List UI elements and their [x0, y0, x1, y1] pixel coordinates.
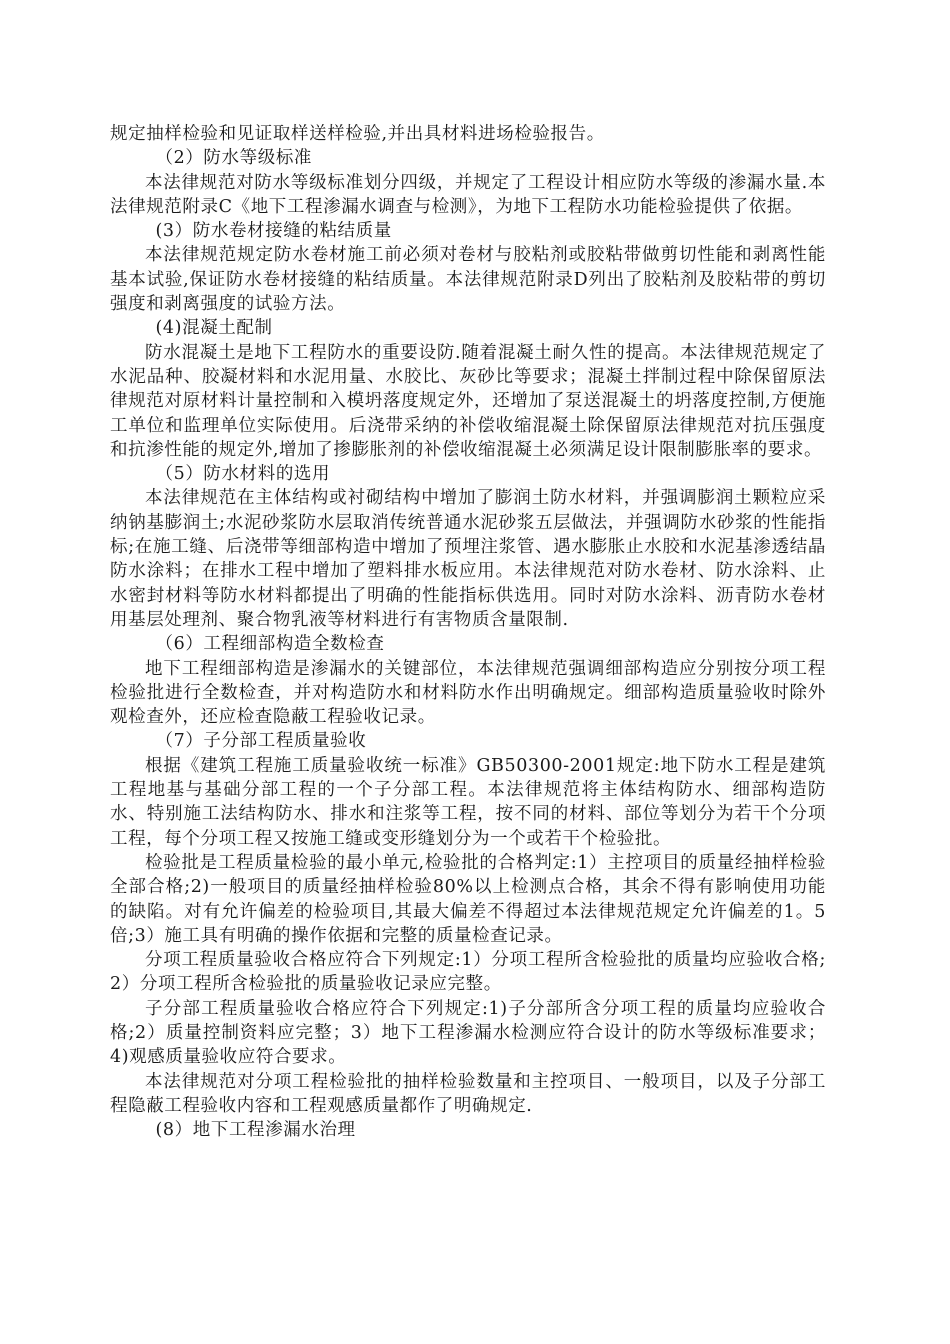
paragraph-continuation: 规定抽样检验和见证取样送样检验,并出具材料进场检验报告。 — [110, 124, 605, 144]
paragraph: 本法律规范对分项工程检验批的抽样检验数量和主控项目、一般项目，以及子分部工程隐蔽工程验收内容和工程观感质量都作了明确规定. — [110, 1071, 826, 1116]
paragraph: 本法律规范规定防水卷材施工前必须对卷材与胶粘剂或胶粘带做剪切性能和剥离性能基本试验,保证防水卷材接缝的粘结质量。本法律规范附录D列出了胶粘剂及胶粘带的剪切强度和剥离强度的试验方法。 — [110, 245, 826, 315]
section-heading-3: (3）防水卷材接缝的粘结质量 — [155, 221, 392, 242]
section-heading-7: （7）子分部工程质量验收 — [155, 731, 367, 752]
section-heading-4: (4)混凝土配制 — [155, 318, 273, 339]
section-heading-6: （6）工程细部构造全数检查 — [155, 634, 385, 655]
paragraph: 分项工程质量验收合格应符合下列规定:1）分项工程所含检验批的质量均应验收合格;2）分项工程所含检验批的质量验收记录应完整。 — [110, 950, 826, 995]
paragraph: 地下工程细部构造是渗漏水的关键部位，本法律规范强调细部构造应分别按分项工程检验批进行全数检查，并对构造防水和材料防水作出明确规定。细部构造质量验收时除外观检查外，还应检查隐蔽工程验收记录。 — [110, 658, 826, 728]
paragraph: 根据《建筑工程施工质量验收统一标准》GB50300-2001规定:地下防水工程是建筑工程地基与基础分部工程的一个子分部工程。本法律规范将主体结构防水、细部构造防水、特别施工法结构防水、排水和注浆等工程，按不同的材料、部位等划分为若干个分项工程，每个分项工程又按施工缝或变形缝划分为一个或若干个检验批。 — [110, 755, 826, 849]
section-heading-8: (8）地下工程渗漏水治理 — [155, 1120, 356, 1141]
document-body — [110, 122, 826, 1142]
paragraph: 本法律规范对防水等级标准划分四级，并规定了工程设计相应防水等级的渗漏水量.本法律规范附录C《地下工程渗漏水调查与检测》，为地下工程防水功能检验提供了依据。 — [110, 172, 826, 217]
paragraph: 本法律规范在主体结构或衬砌结构中增加了膨润土防水材料，并强调膨润土颗粒应采纳钠基膨润土;水泥砂浆防水层取消传统普通水泥砂浆五层做法，并强调防水砂浆的性能指标;在施工缝、后浇带等细部构造中增加了预埋注浆管、遇水膨胀止水胶和水泥基渗透结晶防水涂料；在排水工程中增加了塑料排水板应用。本法律规范对防水卷材、防水涂料、止水密封材料等防水材料都提出了明确的性能指标供选用。同时对防水涂料、沥青防水卷材用基层处理剂、聚合物乳液等材料进行有害物质含量限制. — [110, 488, 826, 630]
paragraph: 检验批是工程质量检验的最小单元,检验批的合格判定:1）主控项目的质量经抽样检验全部合格;2)一般项目的质量经抽样检验80%以上检测点合格，其余不得有影响使用功能的缺陷。对有允许偏差的检验项目,其最大偏差不得超过本法律规范规定允许偏差的1。5倍;3）施工具有明确的操作依据和完整的质量检查记录。 — [110, 852, 826, 946]
paragraph: 防水混凝土是地下工程防水的重要设防.随着混凝土耐久性的提高。本法律规范规定了水泥品种、胶凝材料和水泥用量、水胶比、灰砂比等要求；混凝土拌制过程中除保留原法律规范对原材料计量控制和入模坍落度规定外，还增加了泵送混凝土的坍落度控制,方便施工单位和监理单位实际使用。后浇带采纳的补偿收缩混凝土除保留原法律规范对抗压强度和抗渗性能的规定外,增加了掺膨胀剂的补偿收缩混凝土必须满足设计限制膨胀率的要求。 — [110, 342, 826, 460]
section-heading-5: （5）防水材料的选用 — [155, 464, 331, 485]
section-heading-2: （2）防水等级标准 — [155, 148, 313, 169]
paragraph: 子分部工程质量验收合格应符合下列规定:1)子分部所含分项工程的质量均应验收合格;2）质量控制资料应完整；3）地下工程渗漏水检测应符合设计的防水等级标准要求；4)观感质量验收应符合要求。 — [110, 998, 826, 1068]
